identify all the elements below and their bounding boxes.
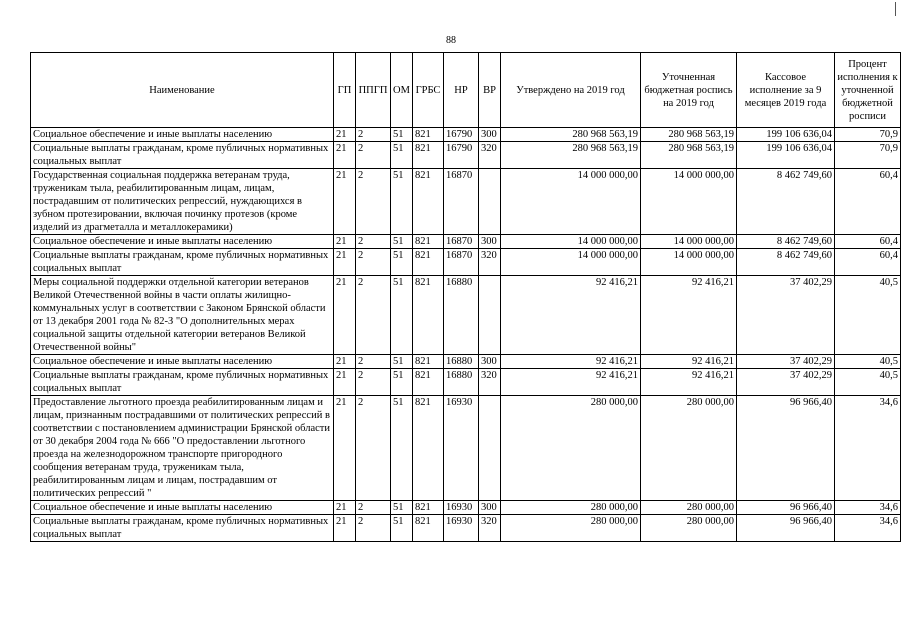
table-cell: 51	[391, 128, 413, 142]
table-cell: 280 968 563,19	[501, 128, 641, 142]
table-row	[31, 276, 901, 355]
table-row	[31, 396, 901, 501]
table-cell: 14 000 000,00	[501, 235, 641, 249]
table-cell: 60,4	[835, 249, 901, 276]
table-cell: 280 968 563,19	[641, 128, 737, 142]
table-cell: 280 000,00	[501, 515, 641, 542]
table-cell	[479, 396, 501, 501]
table-cell: 51	[391, 169, 413, 235]
table-cell: 34,6	[835, 501, 901, 515]
table-cell: 2	[356, 396, 391, 501]
table-cell: 92 416,21	[641, 355, 737, 369]
table-cell: 821	[413, 355, 444, 369]
table-cell: Меры социальной поддержки отдельной категории ветеранов Великой Отечественной войны в части оплаты жилищно-коммунальных услуг в соответствии с Законом Брянской области от 13 декабря 2001 года № 82-З "О дополнительных мерах социальной защиты отдельной категории ветеранов Великой Отечественной войны"	[31, 276, 334, 355]
table-cell: 2	[356, 515, 391, 542]
table-cell: 2	[356, 128, 391, 142]
table-cell: 16790	[444, 128, 479, 142]
table-cell: 2	[356, 355, 391, 369]
table-row	[31, 128, 901, 142]
table-cell: 21	[334, 355, 356, 369]
table-cell: 34,6	[835, 396, 901, 501]
table-row	[31, 501, 901, 515]
table-cell: 14 000 000,00	[641, 169, 737, 235]
table-cell: 16880	[444, 355, 479, 369]
table-cell: 21	[334, 501, 356, 515]
table-cell: 21	[334, 235, 356, 249]
table-cell: 8 462 749,60	[737, 249, 835, 276]
table-row	[31, 169, 901, 235]
table-cell: 821	[413, 276, 444, 355]
table-cell: 21	[334, 396, 356, 501]
table-cell: 320	[479, 249, 501, 276]
table-cell: 51	[391, 235, 413, 249]
table-cell: 280 000,00	[641, 396, 737, 501]
table-cell: 16930	[444, 501, 479, 515]
table-cell: 92 416,21	[641, 276, 737, 355]
column-header: ОМ	[391, 53, 413, 128]
table-cell: Социальное обеспечение и иные выплаты населению	[31, 128, 334, 142]
edge-mark	[895, 2, 896, 16]
table-cell: 21	[334, 249, 356, 276]
table-cell: 16880	[444, 276, 479, 355]
table-cell: 51	[391, 355, 413, 369]
table-cell: 2	[356, 501, 391, 515]
table-cell: 70,9	[835, 128, 901, 142]
table-cell: 40,5	[835, 276, 901, 355]
table-cell: 96 966,40	[737, 396, 835, 501]
table-cell: 40,5	[835, 369, 901, 396]
table-cell: 16870	[444, 235, 479, 249]
table-cell: 16790	[444, 142, 479, 169]
table-cell	[479, 169, 501, 235]
table-cell: 70,9	[835, 142, 901, 169]
table-cell: 34,6	[835, 515, 901, 542]
column-header: ППГП	[356, 53, 391, 128]
table-cell: 16880	[444, 369, 479, 396]
table-cell: 51	[391, 249, 413, 276]
table-cell: 2	[356, 276, 391, 355]
table-cell: 14 000 000,00	[641, 235, 737, 249]
table-cell: 16930	[444, 396, 479, 501]
table-cell: 51	[391, 396, 413, 501]
table-cell: 51	[391, 142, 413, 169]
table-cell: Социальные выплаты гражданам, кроме публичных нормативных социальных выплат	[31, 249, 334, 276]
table-cell: 16870	[444, 169, 479, 235]
table-cell: Социальные выплаты гражданам, кроме публичных нормативных социальных выплат	[31, 142, 334, 169]
table-row	[31, 355, 901, 369]
table-cell: 16870	[444, 249, 479, 276]
table-cell: 2	[356, 169, 391, 235]
table-cell: 821	[413, 369, 444, 396]
table-cell: 21	[334, 276, 356, 355]
table-cell: 14 000 000,00	[641, 249, 737, 276]
table-cell: 280 968 563,19	[641, 142, 737, 169]
table-cell: 320	[479, 369, 501, 396]
table-row	[31, 142, 901, 169]
table-cell: Предоставление льготного проезда реабилитированным лицам и лицам, признанным пострадавшими от политических репрессий в соответствии с постановлением администрации Брянской области от 30 декабря 2004 года № 666 "О предоставлении льготного проезда на железнодорожном транспорте пригородного сообщения ветеранам труда, труженикам тыла, реабилитированным лицам и лицам, пострадавшим от политических репрессий "	[31, 396, 334, 501]
table-cell: 92 416,21	[501, 369, 641, 396]
column-header: НР	[444, 53, 479, 128]
table-cell: 60,4	[835, 169, 901, 235]
table-cell: Социальное обеспечение и иные выплаты населению	[31, 501, 334, 515]
table-cell: 96 966,40	[737, 515, 835, 542]
table-cell: 2	[356, 235, 391, 249]
table-cell: 14 000 000,00	[501, 249, 641, 276]
table-cell: 821	[413, 169, 444, 235]
column-header: ГП	[334, 53, 356, 128]
table-cell: 21	[334, 369, 356, 396]
table-cell: 821	[413, 249, 444, 276]
table-header-row	[31, 53, 901, 128]
table-cell: 21	[334, 169, 356, 235]
table-cell: 280 968 563,19	[501, 142, 641, 169]
table-cell: Социальное обеспечение и иные выплаты населению	[31, 355, 334, 369]
table-cell: 92 416,21	[641, 369, 737, 396]
column-header: Наименование	[31, 53, 334, 128]
column-header: Процент исполнения к уточненной бюджетной росписи	[835, 53, 901, 128]
table-cell: 92 416,21	[501, 355, 641, 369]
table-cell: 821	[413, 142, 444, 169]
column-header: ВР	[479, 53, 501, 128]
table-cell: 280 000,00	[501, 396, 641, 501]
table-cell: 300	[479, 128, 501, 142]
table-cell: 2	[356, 249, 391, 276]
table-cell: 37 402,29	[737, 276, 835, 355]
table-cell: Социальные выплаты гражданам, кроме публичных нормативных социальных выплат	[31, 369, 334, 396]
table-cell: 14 000 000,00	[501, 169, 641, 235]
table-cell	[479, 276, 501, 355]
table-cell: Социальные выплаты гражданам, кроме публичных нормативных социальных выплат	[31, 515, 334, 542]
budget-table	[30, 52, 901, 542]
table-cell: Государственная социальная поддержка ветеранам труда, труженикам тыла, реабилитированным лицам, лицам, пострадавшим от политических репрессий, нуждающихся в зубном протезировании, включая починку протезов (кроме изделий из драгметалла и металлокерамики)	[31, 169, 334, 235]
table-cell: Социальное обеспечение и иные выплаты населению	[31, 235, 334, 249]
table-cell: 300	[479, 355, 501, 369]
table-cell: 320	[479, 142, 501, 169]
table-cell: 8 462 749,60	[737, 235, 835, 249]
table-cell: 2	[356, 142, 391, 169]
table-cell: 320	[479, 515, 501, 542]
table-cell: 199 106 636,04	[737, 142, 835, 169]
table-cell: 300	[479, 235, 501, 249]
table-cell: 96 966,40	[737, 501, 835, 515]
table-cell: 16930	[444, 515, 479, 542]
column-header: Кассовое исполнение за 9 месяцев 2019 года	[737, 53, 835, 128]
table-cell: 280 000,00	[501, 501, 641, 515]
table-cell: 40,5	[835, 355, 901, 369]
table-cell: 51	[391, 276, 413, 355]
table-row	[31, 249, 901, 276]
table-cell: 199 106 636,04	[737, 128, 835, 142]
table-body	[31, 128, 901, 542]
table-cell: 821	[413, 515, 444, 542]
table-row	[31, 235, 901, 249]
page-number: 88	[446, 35, 456, 46]
table-cell: 51	[391, 515, 413, 542]
table-cell: 92 416,21	[501, 276, 641, 355]
table-cell: 21	[334, 142, 356, 169]
table-cell: 51	[391, 501, 413, 515]
table-cell: 821	[413, 501, 444, 515]
column-header: ГРБС	[413, 53, 444, 128]
table-cell: 60,4	[835, 235, 901, 249]
table-cell: 8 462 749,60	[737, 169, 835, 235]
table-cell: 280 000,00	[641, 515, 737, 542]
table-cell: 21	[334, 128, 356, 142]
table-cell: 821	[413, 396, 444, 501]
table-row	[31, 369, 901, 396]
table-cell: 280 000,00	[641, 501, 737, 515]
column-header: Утверждено на 2019 год	[501, 53, 641, 128]
table-cell: 51	[391, 369, 413, 396]
table-cell: 21	[334, 515, 356, 542]
table-cell: 821	[413, 128, 444, 142]
table-cell: 300	[479, 501, 501, 515]
column-header: Уточненная бюджетная роспись на 2019 год	[641, 53, 737, 128]
table-cell: 37 402,29	[737, 355, 835, 369]
table-cell: 37 402,29	[737, 369, 835, 396]
table-cell: 821	[413, 235, 444, 249]
table-row	[31, 515, 901, 542]
table-cell: 2	[356, 369, 391, 396]
